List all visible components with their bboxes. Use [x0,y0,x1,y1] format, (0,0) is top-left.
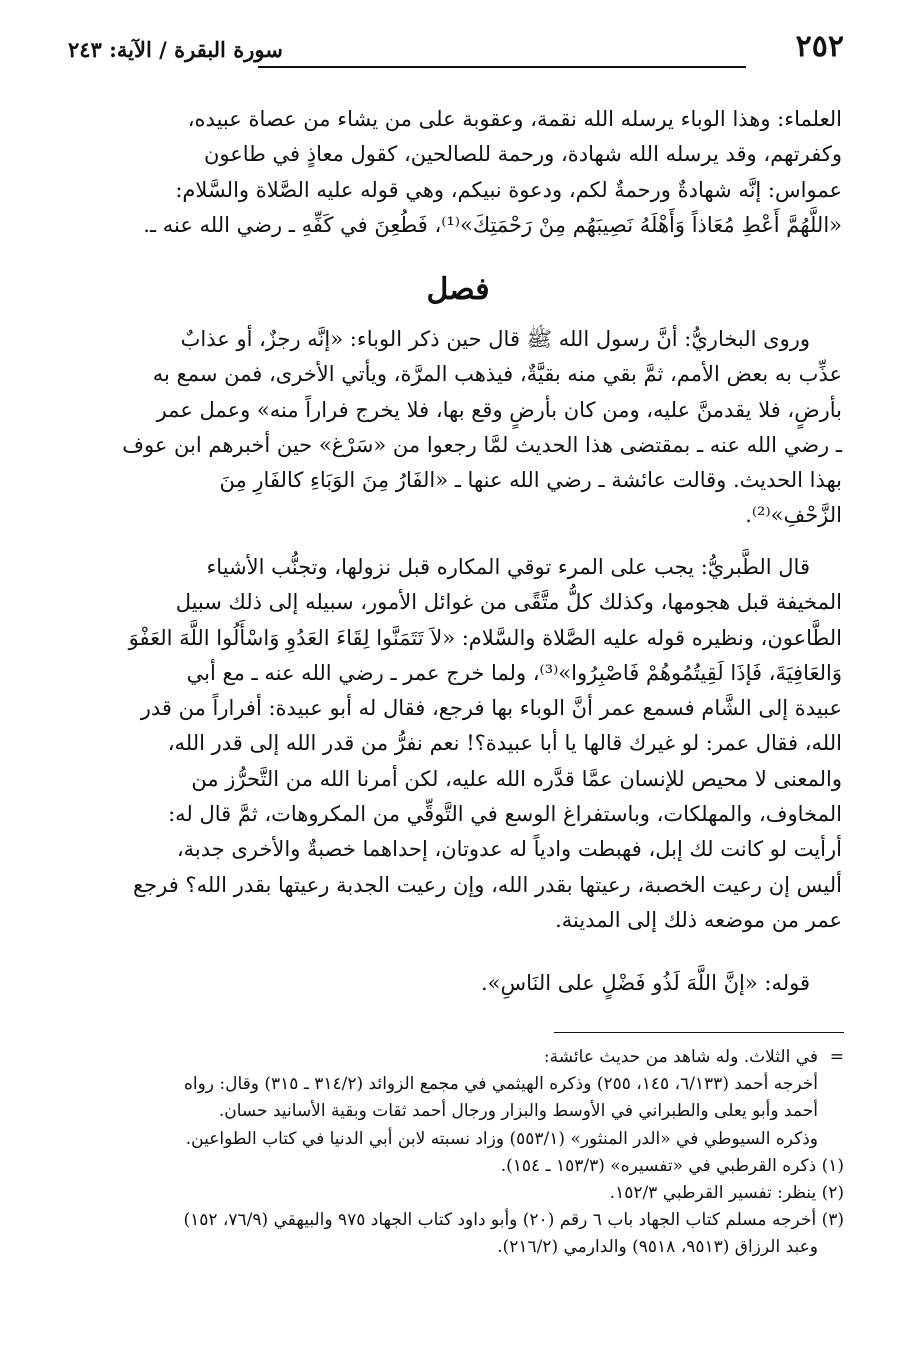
footnote-2: (٢) ينظر: تفسير القرطبي ١٥٢/٣. [609,1183,844,1204]
text-line: عمر من موضعه ذلك إلى المدينة. [555,907,842,932]
footnote-1: (١) ذكره القرطبي في «تفسيره» (١٥٣/٣ ـ ١٥٤). [500,1155,844,1176]
text-line: وَالعَافِيَةَ، فَإذَا لَقِيتُمُوهُمْ فَاصْبِرُوا»⁽³⁾، ولما خرج عمر ـ رضي الله عنه ـ مع أبي [186,660,842,685]
text-line: الله، فقال عمر: لو غيرك قالها يا أبا عبيدة؟! نعم نفرُّ من قدر الله إلى قدر الله، [167,731,842,756]
running-title: سورة البقرة / الآية: ٢٤٣ [68,37,283,62]
paragraph-3 [74,550,842,938]
text-line: وروى البخاريُّ: أنَّ رسول الله ﷺ قال حين ذكر الوباء: «إنَّه رجزٌ، أو عذابٌ [180,327,810,351]
header-rule [258,66,746,68]
footnote-line: وعبد الرزاق (٩٥١٣، ٩٥١٨) والدارمي (٢١٦/٢). [497,1237,818,1258]
text-line: أليس إن رعيت الخصبة، رعيتها بقدر الله، وإن رعيت الجدبة رعيتها بقدر الله؟ فرجع [132,872,842,897]
text-line: الزَّحْفِ»⁽²⁾. [745,503,842,528]
footnote-line: أخرجه أحمد (٦/١٣٣، ١٤٥، ٢٥٥) وذكره الهيثمي في مجمع الزوائد (٣١٤/٢ ـ ٣١٥) وقال: رواه [183,1074,818,1095]
text-line: ـ رضي الله عنه ـ بمقتضى هذا الحديث لمَّا رجعوا من «سَرْغ» حين أخبرهم ابن عوف [122,432,842,457]
text-line: المخيفة قبل هجومها، وكذلك كلُّ متَّقًى من غوائل الأمور، سبيله إلى ذلك سبيل [175,590,842,615]
footnote-continuation [74,1044,844,1071]
continuation-marker: = [829,1047,844,1067]
footnote-line: في الثلاث. وله شاهد من حديث عائشة: [543,1047,818,1067]
text-line: «اللَّهُمَّ أَعْطِ مُعَاذاً وَأَهْلَهُ نَصِيبَهُم مِنْ رَحْمَتِكَ»⁽¹⁾، فَطُعِنَ في كَفِّهِ ـ رضي الله عنه ـ. [143,212,842,237]
text-line: قال الطَّبريُّ: يجب على المرء توقي المكاره قبل نزولها، وتجنُّب الأشياء [206,555,810,579]
paragraph-2 [74,322,842,534]
page-header [68,26,844,70]
footnote-line: أحمد وأبو يعلى والطبراني في الأوسط والبزار ورجال أحمد ثقات وبقية الأسانيد حسان. [218,1101,818,1122]
text-line: وكفرتهم، وقد يرسله الله شهادة، ورحمة للصالحين، كقول معاذٍ في طاعون [203,142,842,167]
text-line: عمواس: إنَّه شهادةٌ ورحمةٌ لكم، ودعوة نبيكم، وهي قوله عليه الصَّلاة والسَّلام: [175,177,842,202]
footnote-3: (٣) أخرجه مسلم كتاب الجهاد باب ٦ رقم (٢٠) وأبو داود كتاب الجهاد ٩٧٥ والبيهقي (٧٦/٩، ١٥٢) [183,1210,844,1231]
text-line: بأرضٍ، فلا يقدمنَّ عليه، ومن كان بأرضٍ وقع بها، فلا يخرج فراراً منه» وعمل عمر [156,397,842,422]
text-line: أرأيت لو كانت لك إبل، فهبطت وادياً له عدوتان، إحداهما خصبةٌ والأخرى جدبة، [176,837,842,862]
text-line: عذِّب به بعض الأمم، ثمَّ بقي منه بقيَّةٌ، فيذهب المرَّة، ويأتي الأخرى، فمن سمع به [152,362,842,387]
footnote-line: وذكره السيوطي في «الدر المنثور» (٥٥٣/١) وزاد نسبته لابن أبي الدنيا في كتاب الطواعين. [185,1128,818,1149]
page-number: ٢٥٢ [795,29,844,64]
text-line: بهذا الحديث. وقالت عائشة ـ رضي الله عنها ـ «الفَارُ مِنَ الوَبَاءِ كالفَارِ مِنَ [219,468,842,493]
text-line: قوله: «إنَّ اللَّهَ لَذُو فَضْلٍ على النَاسِ». [480,971,810,995]
text-line: عبيدة إلى الشَّام فسمع عمر أنَّ الوباء بها فرجع، فقال له أبو عبيدة: أفراراً من قدر [140,696,842,721]
paragraph-1 [74,102,842,243]
text-line: المخاوف، والمهلكات، وباستفراغ الوسع في التَّوقِّي من المكروهات، ثمَّ قال له: [168,802,842,827]
section-heading: فصل [426,272,490,307]
text-line: والمعنى لا محيص للإنسان عمَّا قدَّره الله عليه، لكن أمرنا الله من التَّحرُّز من [191,766,842,791]
footnotes [74,1044,844,1262]
text-line: العلماء: وهذا الوباء يرسله الله نقمة، وعقوبة على من يشاء من عصاة عبيده، [187,107,842,131]
paragraph-4 [74,966,842,1001]
footnote-separator [554,1032,844,1033]
text-line: الطَّاعون، ونظيره قوله عليه الصَّلاة والسَّلام: «لاَ تَتَمَنَّوا لِقَاءَ العَدُوِ وَاسْأَلُوا اللَّهَ العَفْوَ [128,625,842,650]
